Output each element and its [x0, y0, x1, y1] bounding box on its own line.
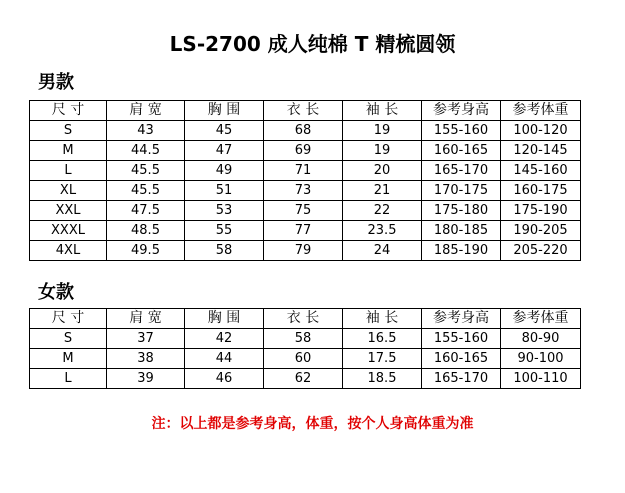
value-cell: 58 — [185, 241, 264, 261]
value-cell: 80-90 — [501, 329, 581, 349]
value-cell: 120-145 — [501, 141, 581, 161]
value-cell: 44.5 — [107, 141, 185, 161]
value-cell: 155-160 — [422, 121, 501, 141]
column-header: 胸 围 — [185, 101, 264, 121]
women-size-table — [29, 308, 581, 389]
table-header-row — [30, 309, 581, 329]
value-cell: 205-220 — [501, 241, 581, 261]
table-row — [30, 201, 581, 221]
value-cell: 42 — [185, 329, 264, 349]
value-cell: 23.5 — [343, 221, 422, 241]
value-cell: 190-205 — [501, 221, 581, 241]
value-cell: 39 — [107, 369, 185, 389]
column-header: 参考体重 — [501, 309, 581, 329]
value-cell: 58 — [264, 329, 343, 349]
table-header-row — [30, 101, 581, 121]
women-section-label: 女款 — [38, 282, 74, 303]
value-cell: 185-190 — [422, 241, 501, 261]
value-cell: 77 — [264, 221, 343, 241]
value-cell: 17.5 — [343, 349, 422, 369]
table-row — [30, 121, 581, 141]
value-cell: 175-180 — [422, 201, 501, 221]
table-row — [30, 161, 581, 181]
value-cell: 62 — [264, 369, 343, 389]
value-cell: 24 — [343, 241, 422, 261]
value-cell: 160-165 — [422, 349, 501, 369]
column-header: 衣 长 — [264, 101, 343, 121]
value-cell: 51 — [185, 181, 264, 201]
value-cell: 45.5 — [107, 181, 185, 201]
size-cell: S — [30, 329, 107, 349]
value-cell: 45 — [185, 121, 264, 141]
column-header: 尺 寸 — [30, 101, 107, 121]
value-cell: 49 — [185, 161, 264, 181]
size-note: 注：以上都是参考身高，体重，按个人身高体重为准 — [151, 416, 474, 432]
table-row — [30, 349, 581, 369]
column-header: 胸 围 — [185, 309, 264, 329]
value-cell: 49.5 — [107, 241, 185, 261]
size-cell: L — [30, 369, 107, 389]
value-cell: 45.5 — [107, 161, 185, 181]
value-cell: 21 — [343, 181, 422, 201]
column-header: 肩 宽 — [107, 309, 185, 329]
value-cell: 18.5 — [343, 369, 422, 389]
value-cell: 100-110 — [501, 369, 581, 389]
value-cell: 79 — [264, 241, 343, 261]
value-cell: 69 — [264, 141, 343, 161]
value-cell: 38 — [107, 349, 185, 369]
value-cell: 60 — [264, 349, 343, 369]
value-cell: 44 — [185, 349, 264, 369]
column-header: 肩 宽 — [107, 101, 185, 121]
column-header: 参考身高 — [422, 101, 501, 121]
value-cell: 22 — [343, 201, 422, 221]
value-cell: 160-165 — [422, 141, 501, 161]
size-cell: XXXL — [30, 221, 107, 241]
size-cell: S — [30, 121, 107, 141]
value-cell: 170-175 — [422, 181, 501, 201]
value-cell: 48.5 — [107, 221, 185, 241]
page-title: LS-2700 成人纯棉 T 精梳圆领 — [169, 32, 456, 56]
value-cell: 160-175 — [501, 181, 581, 201]
value-cell: 175-190 — [501, 201, 581, 221]
value-cell: 16.5 — [343, 329, 422, 349]
column-header: 袖 长 — [343, 101, 422, 121]
table-row — [30, 329, 581, 349]
column-header: 参考身高 — [422, 309, 501, 329]
value-cell: 71 — [264, 161, 343, 181]
value-cell: 19 — [343, 121, 422, 141]
table-row — [30, 369, 581, 389]
value-cell: 55 — [185, 221, 264, 241]
value-cell: 47.5 — [107, 201, 185, 221]
size-cell: M — [30, 349, 107, 369]
value-cell: 155-160 — [422, 329, 501, 349]
men-section-label: 男款 — [38, 72, 74, 93]
table-row — [30, 141, 581, 161]
size-cell: L — [30, 161, 107, 181]
size-cell: 4XL — [30, 241, 107, 261]
column-header: 衣 长 — [264, 309, 343, 329]
value-cell: 20 — [343, 161, 422, 181]
value-cell: 165-170 — [422, 161, 501, 181]
value-cell: 47 — [185, 141, 264, 161]
size-cell: XL — [30, 181, 107, 201]
value-cell: 37 — [107, 329, 185, 349]
value-cell: 165-170 — [422, 369, 501, 389]
value-cell: 68 — [264, 121, 343, 141]
value-cell: 43 — [107, 121, 185, 141]
value-cell: 53 — [185, 201, 264, 221]
table-row — [30, 241, 581, 261]
size-cell: M — [30, 141, 107, 161]
table-row — [30, 181, 581, 201]
value-cell: 145-160 — [501, 161, 581, 181]
value-cell: 100-120 — [501, 121, 581, 141]
value-cell: 46 — [185, 369, 264, 389]
value-cell: 180-185 — [422, 221, 501, 241]
column-header: 尺 寸 — [30, 309, 107, 329]
size-cell: XXL — [30, 201, 107, 221]
value-cell: 73 — [264, 181, 343, 201]
men-size-table — [29, 100, 581, 261]
column-header: 袖 长 — [343, 309, 422, 329]
value-cell: 75 — [264, 201, 343, 221]
column-header: 参考体重 — [501, 101, 581, 121]
table-row — [30, 221, 581, 241]
value-cell: 90-100 — [501, 349, 581, 369]
value-cell: 19 — [343, 141, 422, 161]
